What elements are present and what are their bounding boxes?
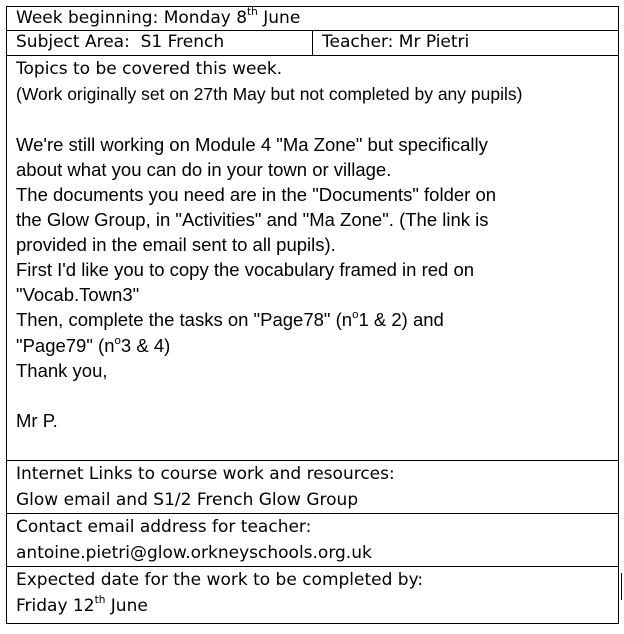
topics-line-4: the Glow Group, in "Activities" and "Ma Zone". (The link is <box>16 209 489 230</box>
subject-area-cell <box>7 31 313 56</box>
teacher-text: Teacher: Mr Pietri <box>322 32 470 52</box>
topics-line-7: "Vocab.Town3" <box>16 284 140 305</box>
due-date <box>16 593 618 619</box>
topics-line-9-ordinal: o <box>114 334 121 347</box>
contact-row <box>7 514 619 567</box>
topics-line-5: provided in the email sent to all pupils). <box>16 234 336 255</box>
topics-line-3: The documents you need are in the "Documents" folder on <box>16 184 497 205</box>
topics-note: (Work originally set on 27th May but not completed by any pupils) <box>16 84 523 104</box>
topics-line-9 <box>16 333 618 358</box>
week-beginning-cell <box>7 7 619 31</box>
topics-spacer <box>16 106 618 131</box>
contact-email: antoine.pietri@glow.orkneyschools.org.uk <box>16 543 372 563</box>
due-cell <box>7 567 619 624</box>
week-beginning-ordinal: th <box>247 6 258 19</box>
subject-row <box>7 31 619 56</box>
links-label: Internet Links to course work and resources: <box>16 464 395 484</box>
topics-line-2: about what you can do in your town or village. <box>16 159 392 180</box>
contact-label: Contact email address for teacher: <box>16 517 312 537</box>
teacher-cell <box>313 31 619 56</box>
links-value: Glow email and S1/2 French Glow Group <box>16 490 359 510</box>
links-row <box>7 461 619 514</box>
week-beginning-text: Week beginning: Monday 8 <box>16 8 248 28</box>
week-row <box>7 7 619 31</box>
topics-line-8-ordinal: o <box>352 308 359 321</box>
topics-line-9-end: 3 & 4) <box>120 335 171 356</box>
topics-line-9-start: "Page79" (n <box>16 335 115 356</box>
links-cell <box>7 461 619 514</box>
topics-line-6: First I'd like you to copy the vocabulary framed in red on <box>16 259 475 280</box>
subject-area-text: Subject Area: S1 French <box>16 32 225 52</box>
signoff-spacer <box>16 383 618 408</box>
due-label: Expected date for the work to be completed by: <box>16 570 424 590</box>
due-date-text: Friday 12 <box>16 596 95 616</box>
topics-line-8-start: Then, complete the tasks on "Page78" (n <box>16 309 353 330</box>
topics-line-8-end: 1 & 2) and <box>358 309 444 330</box>
contact-cell <box>7 514 619 567</box>
worksheet-table <box>6 6 619 624</box>
topics-line-8 <box>16 307 618 333</box>
due-date-ordinal: th <box>94 594 106 607</box>
topics-line-1: We're still working on Module 4 "Ma Zone" but specifically <box>16 134 488 155</box>
topics-heading: Topics to be covered this week. <box>16 59 283 79</box>
topics-line-10: Thank you, <box>16 360 108 381</box>
week-beginning-month: June <box>257 8 301 28</box>
topics-row <box>7 56 619 461</box>
due-date-month: June <box>105 596 148 616</box>
due-row <box>7 567 619 624</box>
topics-signoff: Mr P. <box>16 410 58 431</box>
text-cursor-mark <box>621 573 622 600</box>
topics-cell <box>7 56 619 461</box>
